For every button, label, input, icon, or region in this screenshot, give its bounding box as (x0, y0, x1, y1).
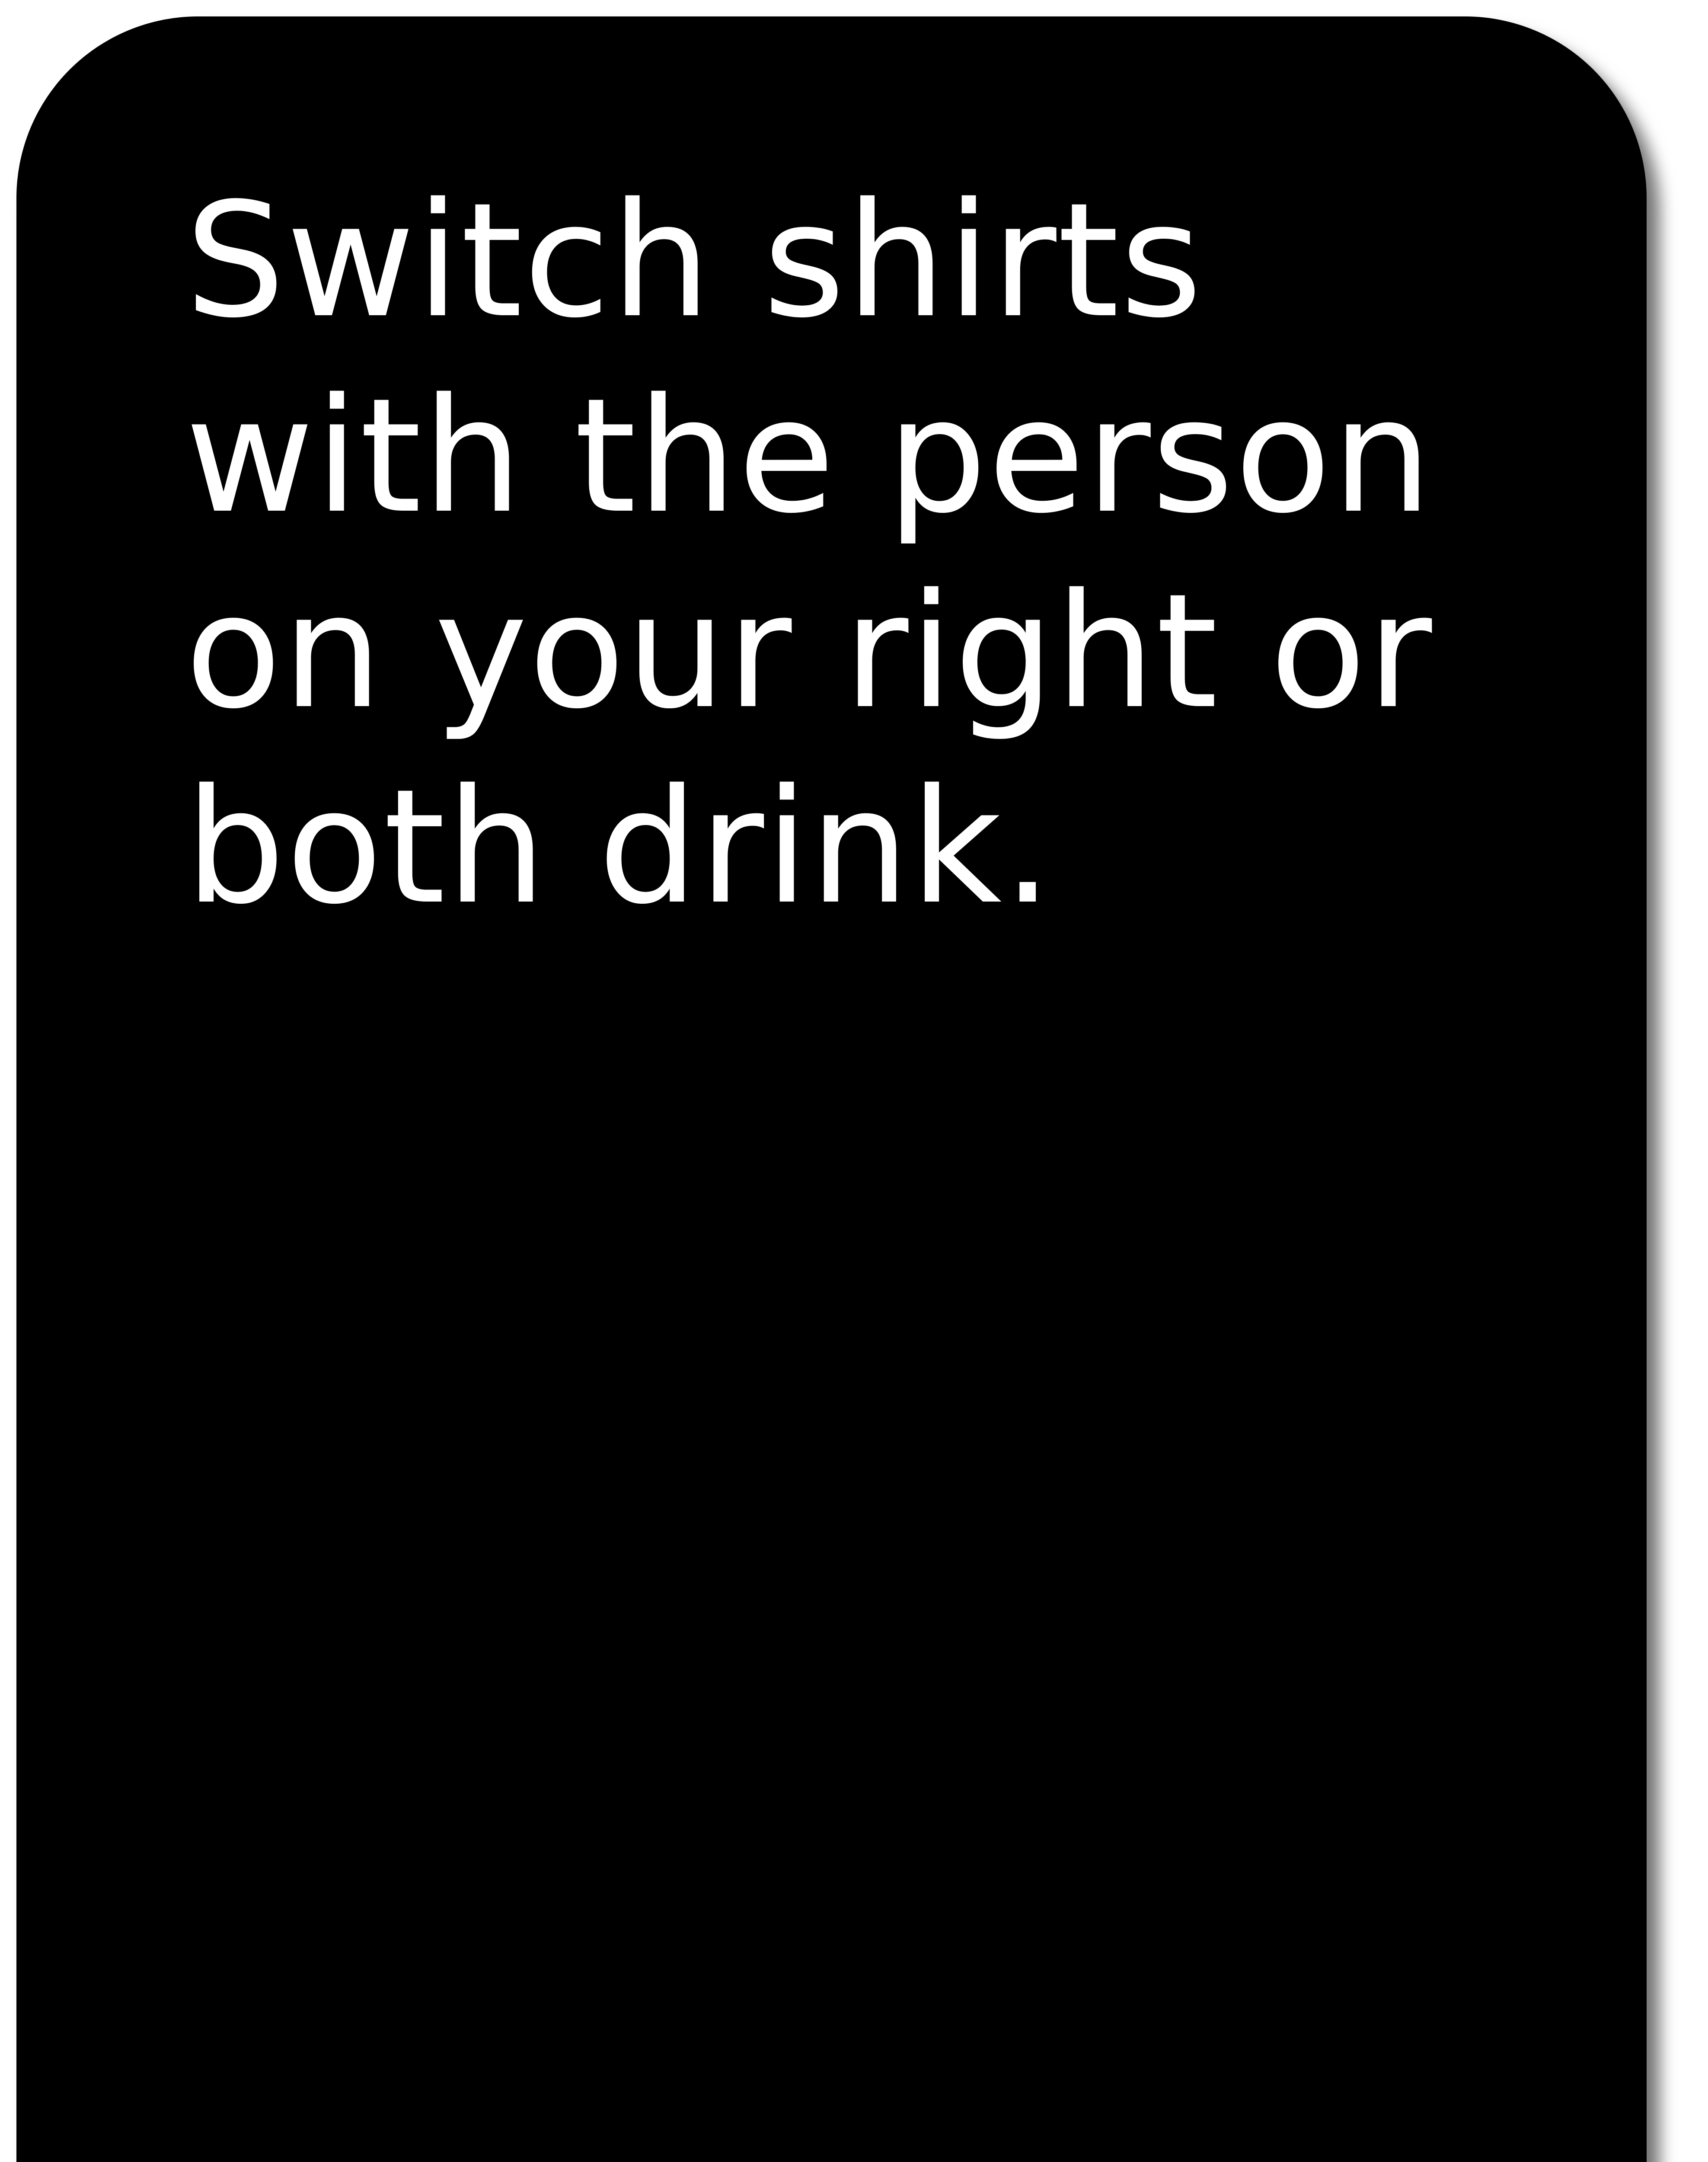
card-prompt-line-3: on your right or (185, 560, 1433, 744)
card-prompt-line-4: both drink. (185, 755, 1054, 939)
card-prompt-line-1: Switch shirts (185, 169, 1204, 353)
card-prompt (185, 163, 1590, 945)
card (16, 16, 1647, 2162)
card-prompt-line-2: with the person (185, 365, 1433, 548)
